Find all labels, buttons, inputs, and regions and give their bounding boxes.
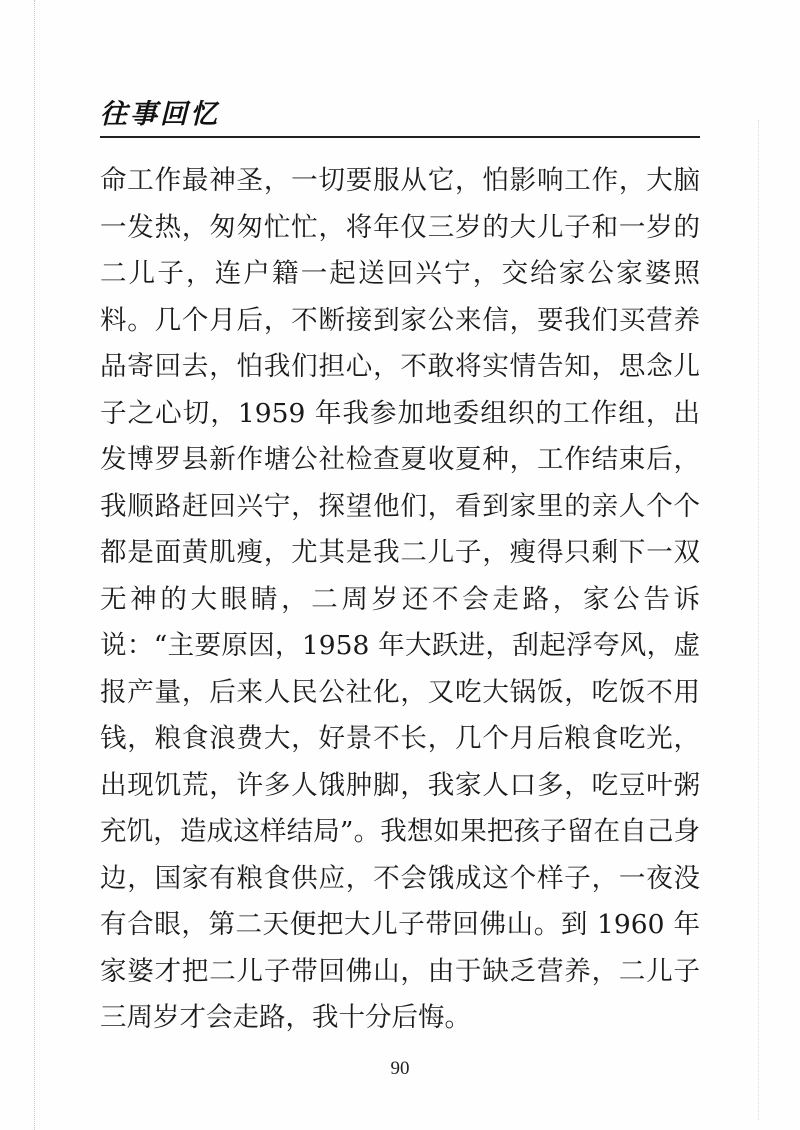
running-header-title: 往事回忆 bbox=[100, 99, 220, 130]
page-number: 90 bbox=[390, 1058, 410, 1079]
body-text bbox=[100, 158, 700, 1038]
scan-edge-left bbox=[34, 0, 35, 1130]
paragraph-continued: 命工作最神圣，一切要服从它，怕影响工作，大脑一发热，匆匆忙忙，将年仅三岁的大儿子和一岁的二儿子，连户籍一起送回兴宁，交给家公家婆照料。几个月后，不断接到家公来信，要我们买营养品寄回去，怕我们担心，不敢将实情告知，思念儿子之心切，1959 年我参加地委组织的工作组，出发博罗县新作塘公社检查夏收夏种，工作结束后，我顺路赶回兴宁，探望他们，看到家里的亲人个个都是面黄肌瘦，尤其是我二儿子，瘦得只剩下一双无神的大眼睛，二周岁还不会走路，家公告诉说：“主要原因，1958 年大跃进，刮起浮夸风，虚报产量，后来人民公社化，又吃大锅饭，吃饭不用钱，粮食浪费大，好景不长，几个月后粮食吃光，出现饥荒，许多人饿肿脚，我家人口多，吃豆叶粥充饥，造成这样结局”。我想如果把孩子留在自己身边，国家有粮食供应，不会饿成这个样子，一夜没有合眼，第二天便把大儿子带回佛山。到 1960 年家婆才把二儿子带回佛山，由于缺乏营养，二儿子三周岁才会走路，我十分后悔。 bbox=[100, 165, 700, 1033]
scan-edge-right bbox=[758, 120, 759, 1120]
header-rule bbox=[100, 136, 700, 138]
